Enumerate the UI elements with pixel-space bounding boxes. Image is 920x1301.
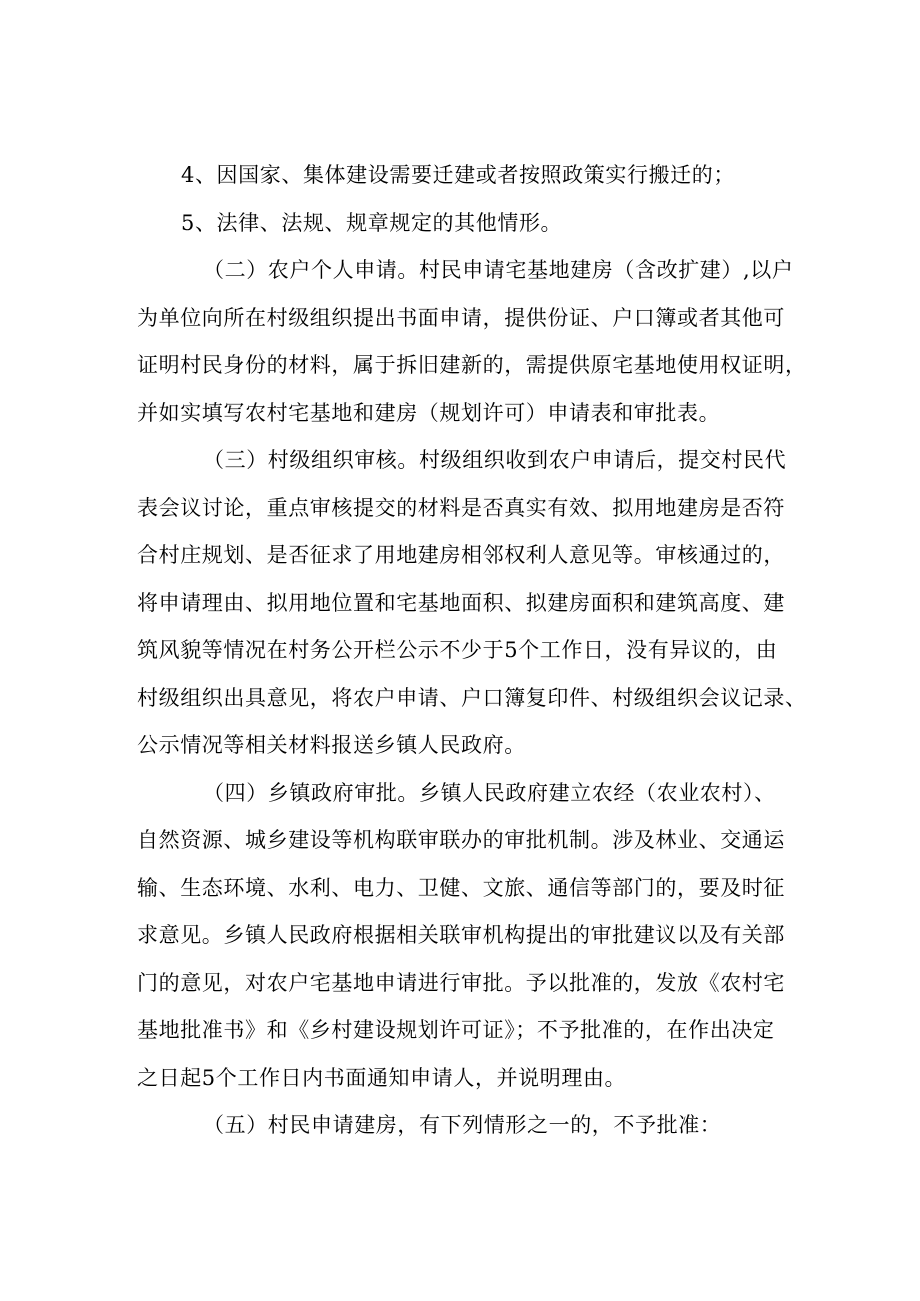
text-line: 之日起5个工作日内书面通知申请人，并说明理由。 <box>137 1065 627 1090</box>
text-line: 证明村民身份的材料，属于拆旧建新的，需提供原宅基地使用权证明， <box>137 353 807 377</box>
text-line: 村级组织出具意见，将农户申请、户口簿复印件、村级组织会议记录、 <box>137 685 807 710</box>
paragraph-section-2-application <box>137 247 807 437</box>
paragraph-section-5-rejection <box>137 1102 797 1150</box>
paragraph-section-3-review <box>137 437 807 770</box>
paragraph-section-4-approval <box>137 770 797 1103</box>
text-line: 5、法律、法规、规章规定的其他情形。 <box>181 210 563 235</box>
text-line: 求意见。乡镇人民政府根据相关联审机构提出的审批建议以及有关部 <box>137 923 785 947</box>
text-line: 并如实填写农村宅基地和建房（规划许可）申请表和审批表。 <box>137 400 721 425</box>
text-line: 表会议讨论，重点审核提交的材料是否真实有效、拟用地建房是否符 <box>137 495 785 520</box>
text-line: （四）乡镇政府审批。乡镇人民政府建立农经（农业农村）、 <box>203 780 776 805</box>
text-line: 4、因国家、集体建设需要迁建或者按照政策实行搬迁的； <box>181 163 735 187</box>
document-body <box>137 152 807 1150</box>
text-line: 自然资源、城乡建设等机构联审联办的审批机制。涉及林业、交通运 <box>137 828 785 852</box>
text-line: （五）村民申请建房，有下列情形之一的，不予批准： <box>203 1113 722 1137</box>
paragraph-item-5 <box>137 200 797 248</box>
text-line: 基地批准书》和《乡村建设规划许可证》；不予批准的，在作出决定 <box>137 1018 775 1042</box>
text-line: （三）村级组织审核。村级组织收到农户申请后，提交村民代 <box>203 448 787 472</box>
text-line: 将申请理由、拟用地位置和宅基地面积、拟建房面积和建筑高度、建 <box>137 590 785 615</box>
text-line: 筑风貌等情况在村务公开栏公示不少于5个工作日，没有异议的，由 <box>137 638 778 662</box>
text-line: （二）农户个人申请。村民申请宅基地建房（含改扩建）,以户 <box>203 258 794 282</box>
paragraph-item-4 <box>137 152 797 200</box>
text-line: 门的意见，对农户宅基地申请进行审批。予以批准的，发放《农村宅 <box>137 970 785 995</box>
text-line: 合村庄规划、是否征求了用地建房相邻权利人意见等。审核通过的， <box>137 543 785 567</box>
text-line: 输、生态环境、水利、电力、卫健、文旅、通信等部门的，要及时征 <box>137 875 785 900</box>
text-line: 公示情况等相关材料报送乡镇人民政府。 <box>137 733 526 757</box>
text-line: 为单位向所在村级组织提出书面申请，提供份证、户口簿或者其他可 <box>137 305 785 330</box>
